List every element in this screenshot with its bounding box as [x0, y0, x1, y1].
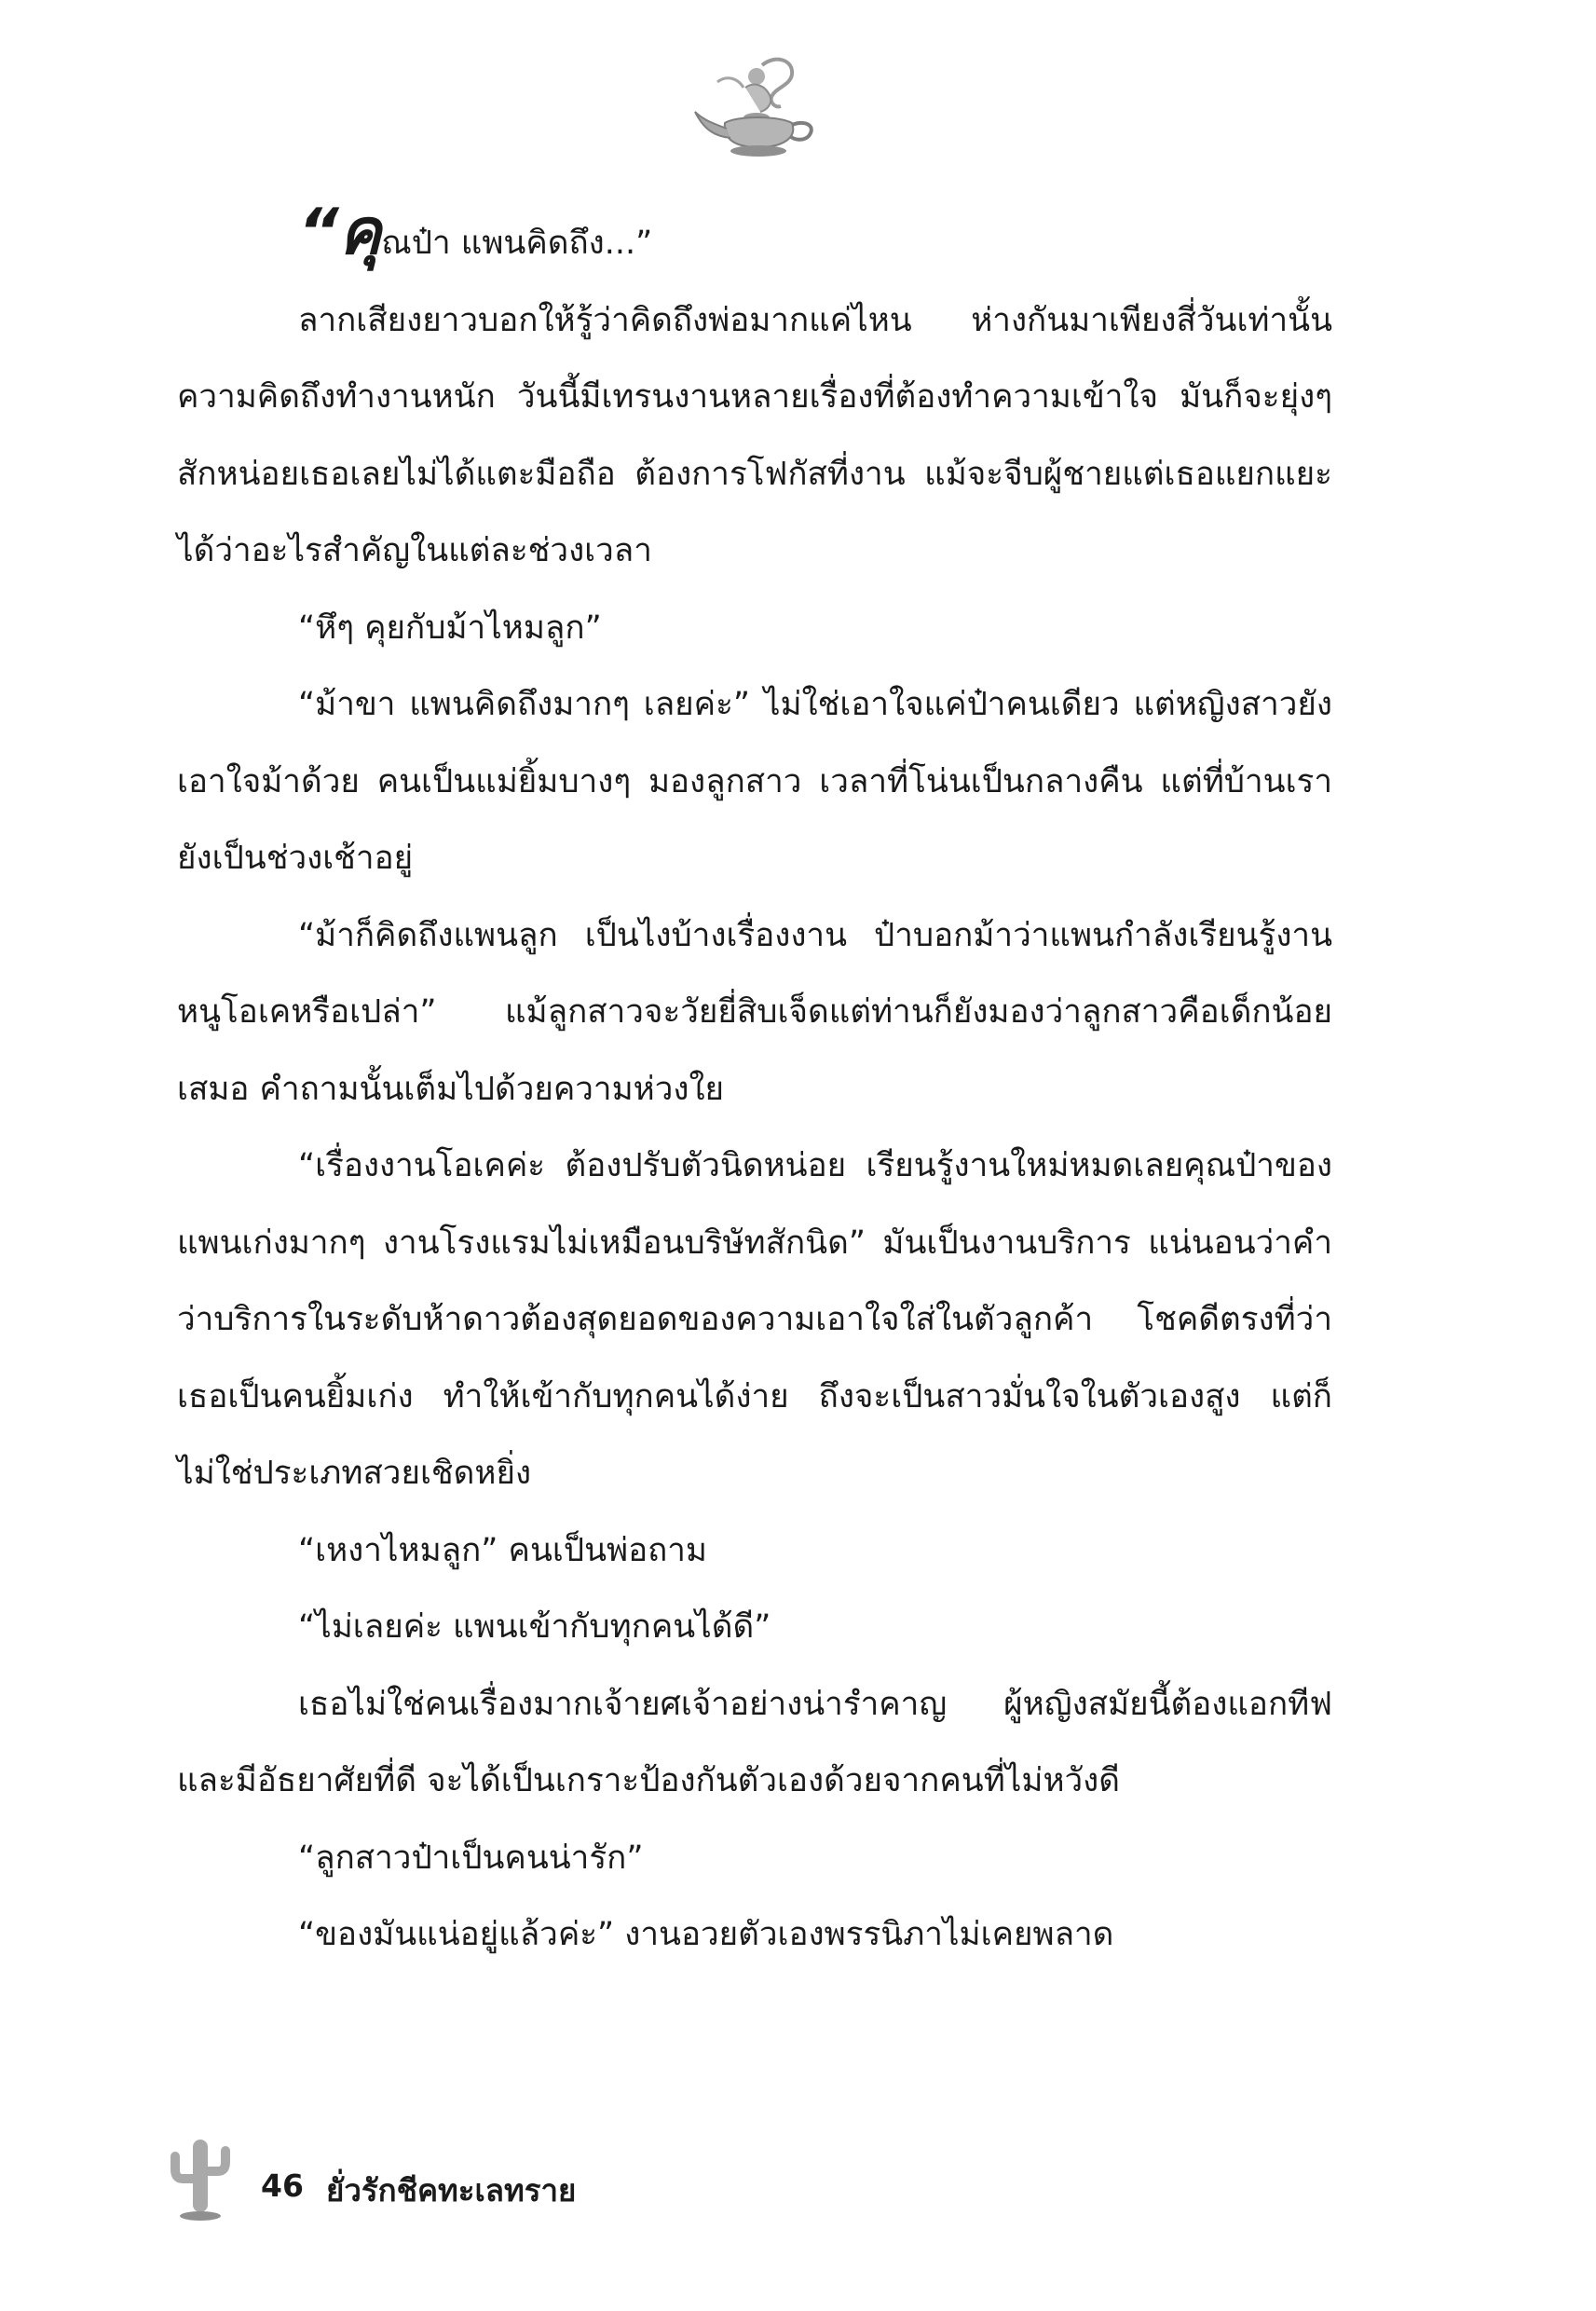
- book-title: ยั่วรักชีคทะเลทราย: [326, 2172, 577, 2208]
- paragraph: “ลูกสาวป๋าเป็นคนน่ารัก”: [298, 1839, 644, 1877]
- page-footer: [168, 2130, 1006, 2223]
- paragraph: [177, 196, 1332, 282]
- paragraph: “หึๆ คุยกับม้าไหมลูก”: [298, 609, 602, 647]
- cactus-icon: [168, 2130, 233, 2223]
- paragraph: “ม้าก็คิดถึงแพนลูก เป็นไงบ้างเรื่องงาน ป๋าบอกม้าว่าแพนกำลังเรียนรู้งาน หนูโอเคหรือเปล่า” แม้ลูกสาวจะวัยยี่สิบเจ็ดแต่ท่านก็ยังมองว่าลูกสาวคือเด็กน้อยเสมอ คำถามนั้นเต็มไปด้วยความห่วงใย: [177, 916, 1332, 1108]
- page-number: 46: [261, 2167, 304, 2204]
- paragraph: “เหงาไหมลูก” คนเป็นพ่อถาม: [298, 1531, 708, 1569]
- dropcap: “คุ: [298, 196, 382, 269]
- paragraph: เธอไม่ใช่คนเรื่องมากเจ้ายศเจ้าอย่างน่ารำคาญ ผู้หญิงสมัยนี้ต้องแอกทีฟและมีอัธยาศัยที่ดี จะได้เป็นเกราะป้องกันตัวเองด้วยจากคนที่ไม่หวังดี: [177, 1685, 1332, 1799]
- paragraph: “ม้าขา แพนคิดถึงมากๆ เลยค่ะ” ไม่ใช่เอาใจแค่ป๋าคนเดียว แต่หญิงสาวยังเอาใจม้าด้วย คนเป็นแม่ยิ้มบางๆ มองลูกสาว เวลาที่โน่นเป็นกลางคืน แต่ที่บ้านเรายังเป็นช่วงเช้าอยู่: [177, 686, 1332, 877]
- paragraph: “ไม่เลยค่ะ แพนเข้ากับทุกคนได้ดี”: [298, 1608, 771, 1646]
- paragraph: “ของมันแน่อยู่แล้วค่ะ” งานอวยตัวเองพรรนิภาไม่เคยพลาด: [298, 1916, 1114, 1953]
- paragraph: ลากเสียงยาวบอกให้รู้ว่าคิดถึงพ่อมากแค่ไหน ห่างกันมาเพียงสี่วันเท่านั้นความคิดถึงทำงานหนัก วันนี้มีเทรนงานหลายเรื่องที่ต้องทำความเข้าใจ มันก็จะยุ่งๆ สักหน่อยเธอเลยไม่ได้แตะมือถือ ต้องการโฟกัสที่งาน แม้จะจีบผู้ชายแต่เธอแยกแยะได้ว่าอะไรสำคัญในแต่ละช่วงเวลา: [177, 301, 1332, 569]
- body-text: [177, 196, 1332, 1974]
- paragraph-text: ณป๋า แพนคิดถึง...”: [381, 225, 653, 262]
- genie-lamp-icon: [689, 54, 829, 166]
- paragraph: “เรื่องงานโอเคค่ะ ต้องปรับตัวนิดหน่อย เรียนรู้งานใหม่หมดเลยคุณป๋าของแพนเก่งมากๆ งานโรงแรมไม่เหมือนบริษัทสักนิด” มันเป็นงานบริการ แน่นอนว่าคำว่าบริการในระดับห้าดาวต้องสุดยอดของความเอาใจใส่ในตัวลูกค้า โชคดีตรงที่ว่าเธอเป็นคนยิ้มเก่ง ทำให้เข้ากับทุกคนได้ง่าย ถึงจะเป็นสาวมั่นใจในตัวเองสูง แต่ก็ไม่ใช่ประเภทสวยเชิดหยิ่ง: [177, 1147, 1332, 1492]
